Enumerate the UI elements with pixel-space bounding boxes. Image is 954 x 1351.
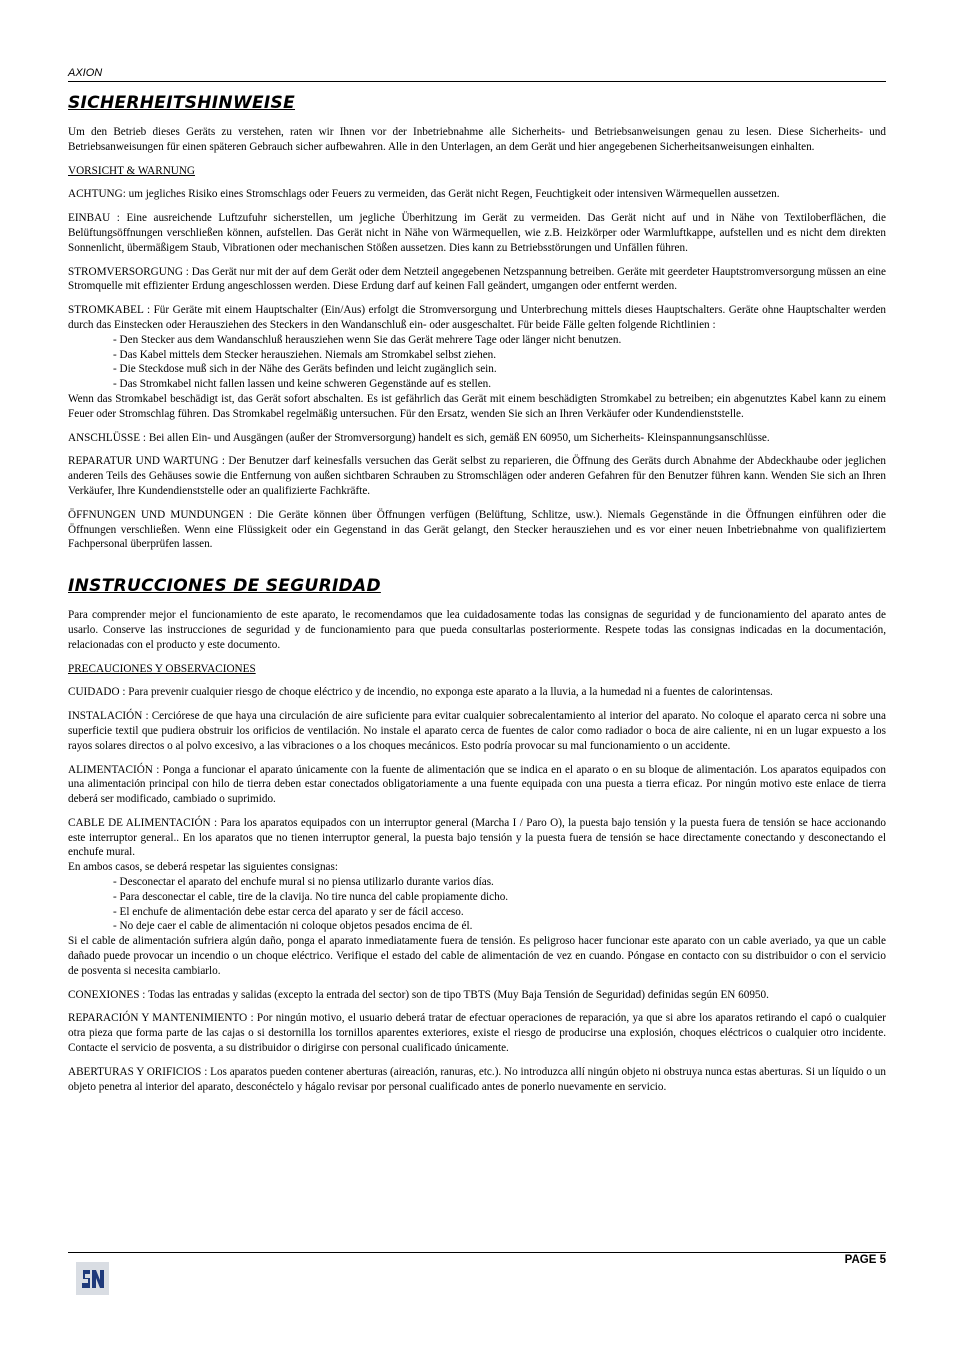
company-logo (76, 1262, 109, 1295)
es-subhead: PRECAUCIONES Y OBSERVACIONES (68, 662, 256, 675)
document-page (68, 66, 886, 1103)
de-bullet-list (68, 333, 886, 392)
es-cable: CABLE DE ALIMENTACIÓN : Para los aparatos equipados con un interruptor general (Marcha I / Paro O), la puesta bajo tensión y la puesta fuera de tensión se hace accionando este interruptor general.. En los aparatos que no tienen interruptor general, la puesta bajo tensión y la puesta fuera de tensión se hace directamente conectando y desconectando el enchufe mural. (68, 816, 886, 859)
section-title-de: SICHERHEITSHINWEISE (68, 93, 296, 113)
es-cable-b: En ambos casos, se deberá respetar las siguientes consignas: (68, 861, 338, 874)
section-title-es: INSTRUCCIONES DE SEGURIDAD (68, 576, 381, 597)
de-reparatur: REPARATUR UND WARTUNG : Der Benutzer darf keinesfalls versuchen das Gerät selbst zu reparieren, die Öffnung des Geräts durch Abnahme der Abdeckhaube oder jeglichen anderen Teils des Gehäuses sowie die Entfernung von außen sichtbaren Schrauben zu Stromschlägen oder anderen Gefahren für den Benutzer führen kann. Wenden Sie sich an Ihren Verkäufer, Ihre Kundendienststelle oder an qualifizierte Fachkräfte. (68, 455, 886, 497)
es-intro: Para comprender mejor el funcionamiento de este aparato, le recomendamos que lea cuidadosamente todas las consignas de seguridad y de funcionamiento del aparato antes de usarlo. Conserve las instrucciones de seguridad y de funcionamiento para que pueda consultarlas posteriormente. Respete todas las consignas indicadas en la documentación, relacionadas con el producto y este documento. (68, 609, 886, 651)
list-item: - Para desconectar el cable, tire de la clavija. No tire nunca del cable propiamente dicho. (113, 890, 509, 903)
de-subhead: VORSICHT & WARNUNG (68, 164, 196, 177)
list-item: - Desconectar el aparato del enchufe mural si no piensa utilizarlo durante varios días. (113, 876, 494, 889)
es-cuidado: CUIDADO : Para prevenir cualquier riesgo de choque eléctrico y de incendio, no exponga este aparato a la lluvia, a la humedad ni a fuentes de calorintensas. (68, 686, 773, 699)
de-stromkabel-2: Wenn das Stromkabel beschädigt ist, das Gerät sofort abschalten. Es ist gefährlich das Gerät mit einem beschädigten Stromkabel zu betreiben; ein abgenutztes Kabel kann zu einem Feuer oder Stromschlag führen. Das Stromkabel regelmäßig untersuchen. Für den Ersatz, wenden Sie sich an Ihren Verkäufer oder Kundendienststelle. (68, 392, 886, 420)
page-footer (68, 1252, 886, 1266)
list-item: - Den Stecker aus dem Wandanschluß herausziehen wenn Sie das Gerät mehrere Tage oder länger nicht benutzen. (113, 333, 622, 346)
de-stromversorgung: STROMVERSORGUNG : Das Gerät nur mit der auf dem Gerät oder dem Netzteil angegebenen Netzspannung betreiben. Geräte mit geerdeter Hauptstromversorgung müssen an eine Stromquelle mit effizienter Erdung angeschlossen werden. Diese Erdung darf auf keinen Fall geändert, umgangen oder entfernt werden. (68, 265, 886, 293)
es-bullet-list (68, 875, 886, 934)
de-oeffnungen: ÖFFNUNGEN UND MUNDUNGEN : Die Geräte können über Öffnungen verfügen (Belüftung, Schlitze, usw.). Niemals Gegenstände in die Öffnungen einführen oder die Öffnungen verschließen. Wenn eine Flüssigkeit oder ein Gegenstand in das Gerät gelangt, den Stecker herausziehen und es vor einer neuen Inbetriebnahme von qualifiziertem Fachpersonal überprüfen lassen. (68, 508, 886, 551)
de-einbau: EINBAU : Eine ausreichende Luftzufuhr sicherstellen, um jegliche Überhitzung im Gerät zu vermeiden. Das Gerät nicht auf und in Nähe von Textiloberflächen, die Belüftungsöffnungen verschließen können, aufstellen. Das Gerät nicht in Nähe von Wärmequellen, wie z.B. Heizkörper oder Warmluftkappe, aufstellen und es nicht dem direkten Sonnenlicht, übermäßigem Staub, Vibrationen oder mechanischen Stößen aussetzen. Dies kann zu Betriebsstörungen und Unfällen führen. (68, 212, 886, 254)
list-item: - Das Kabel mittels dem Stecker herausziehen. Niemals am Stromkabel selbst ziehen. (113, 348, 497, 361)
es-reparacion: REPARACIÓN Y MANTENIMIENTO : Por ningún motivo, el usuario deberá tratar de efectuar operaciones de reparación, ya que si abre los aparatos retirando el capó o cualquier otra pieza que forma parte de las cajas o si destornilla los tornillos aparentes exteriores, existe el riesgo de producirse una explosión, choques eléctricos o cualquier otro incidente. Contacte el servicio de posventa, a su distribuidor o dirigirse con personal cualificado únicamente. (68, 1012, 886, 1055)
de-anschluesse: ANSCHLÜSSE : Bei allen Ein- und Ausgängen (außer der Stromversorgung) handelt es sich, gemäß EN 60950, um Sicherheits- Kleinspannungsanschlüsse. (68, 431, 770, 444)
es-conexiones: CONEXIONES : Todas las entradas y salidas (excepto la entrada del sector) son de tipo TBTS (Muy Baja Tensión de Seguridad) definidas según EN 60950. (68, 988, 769, 1001)
de-stromkabel-block (68, 303, 886, 421)
de-intro: Um den Betrieb dieses Geräts zu verstehen, raten wir Ihnen vor der Inbetriebnahme alle Sicherheits- und Betriebsanweisungen genau zu lesen. Diese Sicherheits- und Betriebsanweisungen für einen späteren Gebrauch sicher aufbewahren. Alle in den Unterlagen, an dem Gerät und hier angegebenen Sicherheitsanweisungen einhalten. (68, 126, 886, 153)
list-item: - El enchufe de alimentación debe estar cerca del aparato y ser de fácil acceso. (113, 905, 464, 918)
list-item: - Das Stromkabel nicht fallen lassen und keine schweren Gegenstände auf es stellen. (113, 378, 492, 391)
header-brand: AXION (68, 67, 103, 79)
de-stromkabel: STROMKABEL : Für Geräte mit einem Hauptschalter (Ein/Aus) erfolgt die Stromversorgung und Unterbrechung mittels dieses Hauptschalters. Geräte ohne Hauptschalter werden durch das Einstecken oder Herausziehen des Steckers in den Wandanschluß ein- oder ausgeschaltet. Für beide Fälle gelten folgende Richtlinien : (68, 304, 886, 331)
list-item: - No deje caer el cable de alimentación ni coloque objetos pesados encima de él. (113, 920, 473, 933)
es-instalacion: INSTALACIÓN : Cerciórese de que haya una circulación de aire suficiente para evitar cualquier sobrecalentamiento al interior del aparato. No coloque el aparato cerca ni sobre una superficie textil que pudiera obstruir los orificios de ventilación. No instale el aparato cerca de fuentes de calor como radiador o boca de aire caliente, ni en un lugar expuesto a los rayos solares directos o al polvo excesivo, a las vibraciones o a los choques mecánicos. Esto podría provocar su mal funcionamiento o un accidente. (68, 710, 886, 752)
page-number: PAGE 5 (844, 1254, 886, 1266)
logo-mark-icon (80, 1267, 106, 1291)
es-alimentacion: ALIMENTACIÓN : Ponga a funcionar el aparato únicamente con la fuente de alimentación que se indica en el aparato o en su bloque de alimentación. Los aparatos equipados con una alimentación principal con hilo de tierra deben estar conectados obligatoriamente a una fuente equipada con una puesta a tierra eficaz. Por ningún motivo este enlace de tierra deberá ser modificado, cambiado o suprimido. (68, 763, 886, 806)
es-cable-2: Si el cable de alimentación sufriera algún daño, ponga el aparato inmediatamente fuera de tensión. Es peligroso hacer funcionar este aparato con un cable averiado, ya que un cable dañado puede provocar un incendio o un choque eléctrico. Verifique el estado del cable de alimentación de vez en cuando. Póngase en contacto con su distribuidor o con el servicio de posventa si necesita cambiarlo. (68, 935, 886, 977)
es-cable-block (68, 816, 886, 979)
es-aberturas: ABERTURAS Y ORIFICIOS : Los aparatos pueden contener aberturas (aireación, ranuras, etc.). No introduzca allí ningún objeto ni obstruya nunca estas aberturas. Si un líquido o un objeto penetra al interior del aparato, desconéctelo y hágalo revisar por personal cualificado antes de ponerlo nuevamente en servicio. (68, 1065, 886, 1093)
de-achtung: ACHTUNG: um jegliches Risiko eines Stromschlags oder Feuers zu vermeiden, das Gerät nicht Regen, Feuchtigkeit oder intensiven Wärmequellen aussetzen. (68, 188, 780, 201)
running-header (68, 66, 886, 82)
list-item: - Die Steckdose muß sich in der Nähe des Geräts befinden und leicht zugänglich sein. (113, 363, 497, 376)
